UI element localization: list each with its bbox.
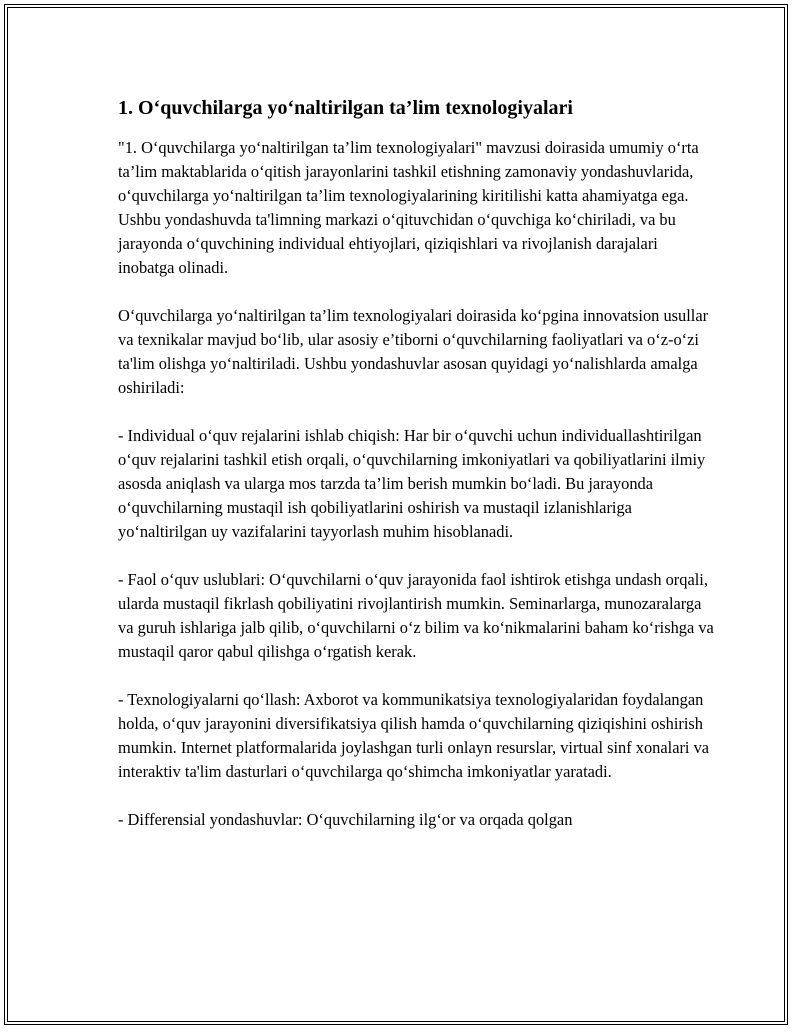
paragraph-overview: O‘quvchilarga yo‘naltirilgan ta’lim texnologiyalari doirasida ko‘pgina innovatsion usullar va texnikalar mavjud bo‘lib, ular asosiy e’tiborni o‘quvchilarning faoliyatlari va o‘z-o‘zi ta'lim olishga yo‘naltiriladi. Ushbu yondashuvlar asosan quyidagi yo‘nalishlarda amalga oshiriladi: xyxy=(118,306,709,397)
paragraph-individual-plans: - Individual o‘quv rejalarini ishlab chiqish: Har bir o‘quvchi uchun individuallashtirilgan o‘quv rejalarini tashkil etish orqali, o‘quvchilarning imkoniyatlari va qobiliyatlarini ilmiy asosda aniqlash va ularga mos tarzda ta’lim berish mumkin bo‘ladi. Bu jarayonda o‘quvchilarning mustaqil ish qobiliyatlarini oshirish va mustaqil izlanishlariga yo‘naltirilgan uy vazifalarini tayyorlash muhim hisoblanadi. xyxy=(118,426,706,541)
paragraph-technologies: - Texnologiyalarni qo‘llash: Axborot va kommunikatsiya texnologiyalaridan foydalangan holda, o‘quv jarayonini diversifikatsiya qilish hamda o‘quvchilarning qiziqishini oshirish mumkin. Internet platformalarida joylashgan turli onlayn resurslar, virtual sinf xonalari va interaktiv ta'lim dasturlari o‘quvchilarga qo‘shimcha imkoniyatlar yaratadi. xyxy=(118,690,710,781)
paragraph-active-methods: - Faol o‘quv uslublari: O‘quvchilarni o‘quv jarayonida faol ishtirok etishga undash orqali, ularda mustaqil fikrlash qobiliyatini rivojlantirish mumkin. Seminarlarga, munozaralarga va guruh ishlariga jalb qilib, o‘quvchilarni o‘z bilim va ko‘nikmalarini baham ko‘rishga va mustaqil qaror qabul qilishga o‘rgatish kerak. xyxy=(118,570,714,661)
document-body xyxy=(118,94,718,832)
paragraph-intro: "1. O‘quvchilarga yo‘naltirilgan ta’lim texnologiyalari" mavzusi doirasida umumiy o‘rta ta’lim maktablarida o‘qitish jarayonlarini tashkil etishning zamonaviy yondashuvlarida, o‘quvchilarga yo‘naltirilgan ta’lim texnologiyalarining kiritilishi katta ahamiyatga ega. Ushbu yondashuvda ta'limning markazi o‘qituvchidan o‘quvchiga ko‘chiriladi, va bu jarayonda o‘quvchining individual ehtiyojlari, qiziqishlari va rivojlanish darajalari inobatga olinadi. xyxy=(118,138,699,277)
paragraph-differential: - Differensial yondashuvlar: O‘quvchilarning ilg‘or va orqada qolgan xyxy=(118,810,573,829)
section-heading: 1. O‘quvchilarga yo‘naltirilgan ta’lim texnologiyalari xyxy=(118,97,573,119)
